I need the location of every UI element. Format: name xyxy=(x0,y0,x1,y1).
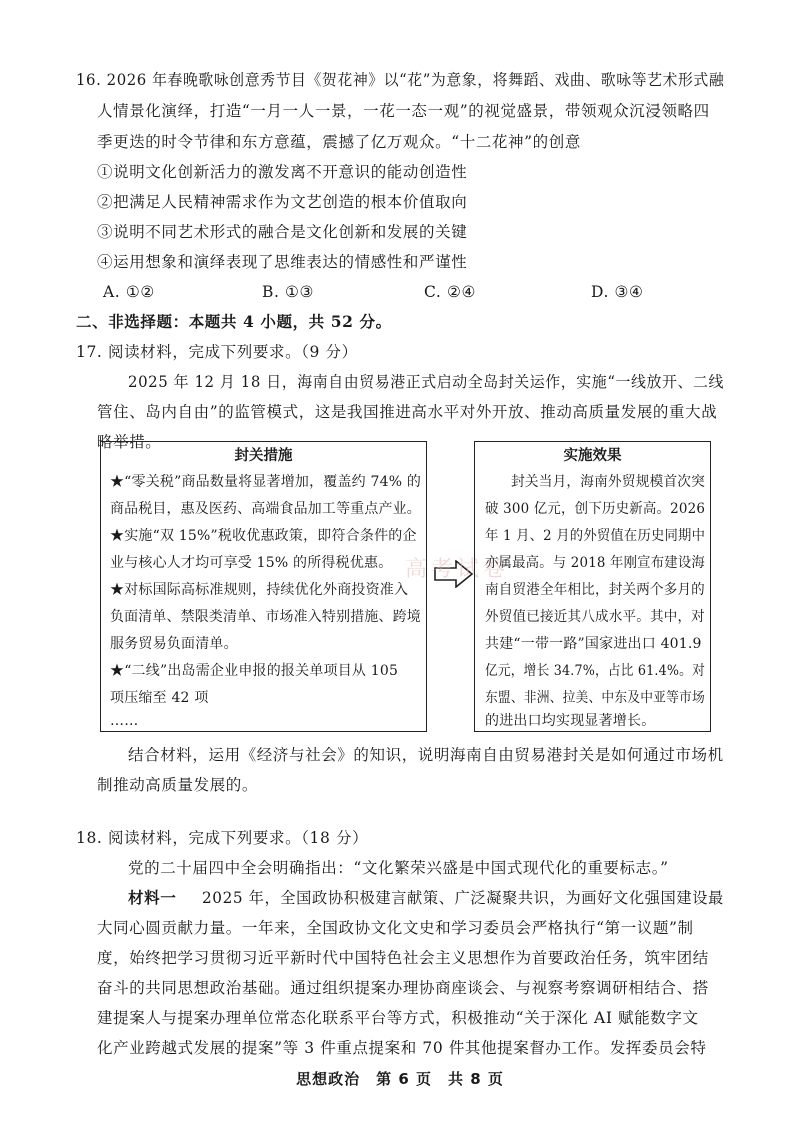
q18-quote: 党的二十届四中全会明确指出：“文化繁荣兴盛是中国式现代化的重要标志。” xyxy=(128,859,669,877)
measures-line-4: 业与核心人才均可享受 15% 的所得税优惠。 xyxy=(110,555,393,571)
effects-line-5: 南自贸港全年相比，封关两个多月的 xyxy=(485,582,705,598)
q16-line-3: 季更迭的时令节律和东方意蕴，震撼了亿万观众。“十二花神”的创意 xyxy=(97,133,581,151)
q16-option-a: A. ①② xyxy=(103,283,155,301)
measures-box xyxy=(100,441,427,732)
q16-statement-2: ②把满足人民精神需求作为文艺创造的根本价值取向 xyxy=(97,193,468,211)
q17-task-line-2: 制推动高质量发展的。 xyxy=(97,776,259,794)
q18-material-line-3: 度，始终把学习贯彻习近平新时代中国特色社会主义思想作为首要政治任务，筑牢团结 xyxy=(97,949,709,967)
measures-line-1: ★“零关税”商品数量将显著增加，覆盖约 74% 的 xyxy=(110,474,422,490)
measures-line-5: ★对标国际高标准规则，持续优化外商投资准入 xyxy=(110,582,409,598)
watermark-text: 高考试卷 xyxy=(405,557,510,582)
effects-line-6: 外贸值已接近其八成水平。其中，对 xyxy=(485,609,705,625)
effects-line-2: 破 300 亿元，创下历史新高。2026 xyxy=(485,501,706,517)
q16-option-c: C. ②④ xyxy=(424,283,476,301)
measures-line-6: 负面清单、禁限类清单、市场准入特别措施、跨境 xyxy=(110,609,421,625)
q18-material-line-4: 奋斗的共同思想政治基础。通过组织提案办理协商座谈会、与视察考察调研相结合、搭 xyxy=(97,979,709,997)
q16-line-2: 人情景化演绎，打造“一月一人一景，一花一态一观”的视觉盛景，带领观众沉浸领略四 xyxy=(97,102,710,120)
effects-box-title: 实施效果 xyxy=(563,448,622,464)
effects-line-8: 亿元，增长 34.7%，占比 61.4%。对 xyxy=(485,663,705,679)
q17-heading: 17. 阅读材料，完成下列要求。（9 分） xyxy=(76,343,358,361)
q18-material-line-1: 2025 年，全国政协积极建言献策、广泛凝聚共识，为画好文化强国建设最 xyxy=(202,889,724,907)
measures-line-8: ★“二线”出岛需企业申报的报关单项目从 105 xyxy=(110,663,399,679)
effects-line-10: 的进出口均实现显著增长。 xyxy=(485,713,656,729)
measures-line-9: 项压缩至 42 项 xyxy=(110,690,209,706)
measures-line-10: …… xyxy=(110,713,139,729)
effects-line-4: 亦属最高。与 2018 年刚宣布建设海 xyxy=(485,555,705,571)
q17-intro-line-2: 管住、岛内自由”的监管模式，这是我国推进高水平对外开放、推动高质量发展的重大战 xyxy=(97,403,718,421)
q18-material-label: 材料一 xyxy=(128,888,177,907)
effects-line-3: 年 1 月、2 月的外贸值在历史同期中 xyxy=(485,528,706,544)
q17-intro-line-1: 2025 年 12 月 18 日，海南自由贸易港正式启动全岛封关运作，实施“一线放开、二线 xyxy=(128,373,725,391)
effects-line-9: 东盟、非洲、拉美、中东及中亚等市场 xyxy=(485,690,705,706)
section-heading: 二、非选择题：本题共 4 小题，共 52 分。 xyxy=(76,312,392,331)
page-footer: 思想政治 第 6 页 共 8 页 xyxy=(296,1070,504,1088)
q18-material-line-6: 化产业跨越式发展的提案”等 3 件重点提案和 70 件其他提案督办工作。发挥委员会特 xyxy=(97,1039,707,1057)
measures-line-2: 商品税目，惠及医药、高端食品加工等重点产业。 xyxy=(110,501,421,517)
q16-statement-1: ①说明文化创新活力的激发离不开意识的能动创造性 xyxy=(97,163,468,181)
measures-line-7: 服务贸易负面清单。 xyxy=(110,636,238,652)
q16-option-b: B. ①③ xyxy=(262,283,315,301)
q16-line-1: 16. 2026 年春晚歌咏创意秀节目《贺花神》以“花”为意象，将舞蹈、戏曲、歌咏等艺术形式融 xyxy=(76,71,725,89)
q17-task-line-1: 结合材料，运用《经济与社会》的知识，说明海南自由贸易港封关是如何通过市场机 xyxy=(128,746,724,764)
measures-box-title: 封关措施 xyxy=(234,448,293,464)
q17-intro-line-3: 略举措。 xyxy=(97,433,162,451)
measures-line-3: ★实施“双 15%”税收优惠政策，即符合条件的企 xyxy=(110,528,417,544)
effects-line-1: 封关当月，海南外贸规模首次突 xyxy=(511,474,706,490)
q16-option-d: D. ③④ xyxy=(591,283,644,301)
effects-box xyxy=(474,441,711,732)
q18-material-line-5: 建提案人与提案办理单位常态化联系平台等方式，积极推动“关于深化 AI 赋能数字文 xyxy=(97,1009,699,1027)
q18-heading: 18. 阅读材料，完成下列要求。（18 分） xyxy=(76,829,369,847)
q18-material-line-2: 大同心圆贡献力量。一年来，全国政协文化文史和学习委员会严格执行“第一议题”制 xyxy=(97,919,694,937)
q16-statement-3: ③说明不同艺术形式的融合是文化创新和发展的关键 xyxy=(97,223,468,241)
effects-line-7: 共建“一带一路”国家进出口 401.9 xyxy=(485,636,702,652)
q16-statement-4: ④运用想象和演绎表现了思维表达的情感性和严谨性 xyxy=(97,253,468,271)
